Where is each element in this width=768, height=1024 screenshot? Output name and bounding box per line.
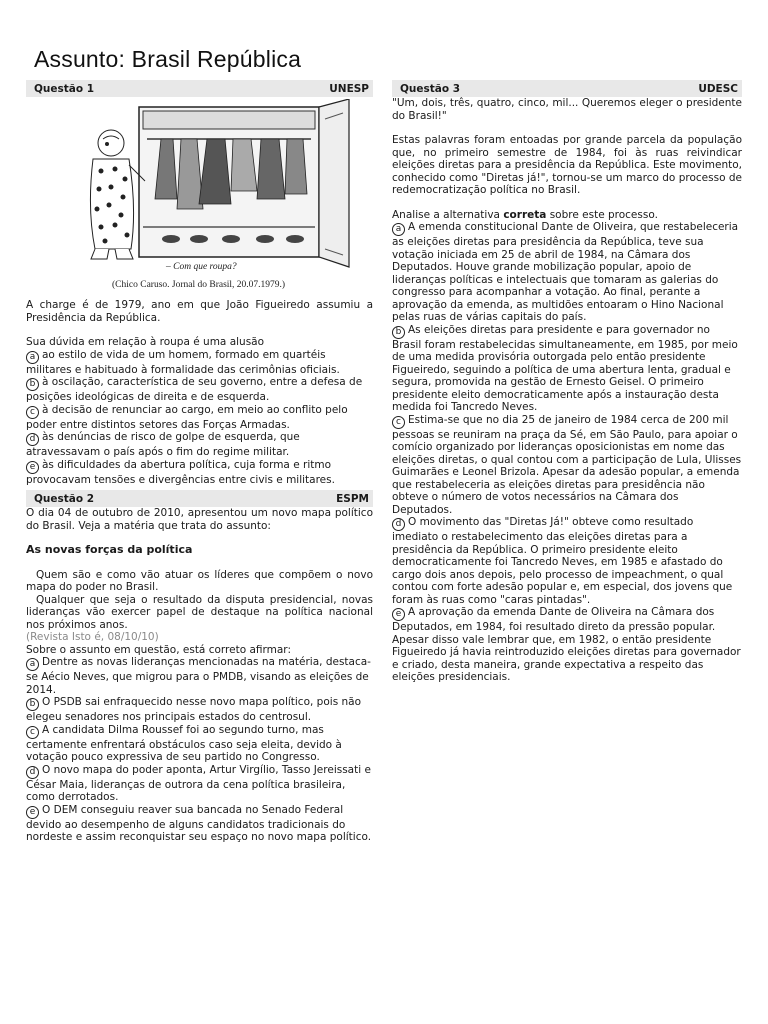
option-text: Dentre as novas lideranças mencionadas na matéria, destaca- se Aécio Neves, que migrou para o PMDB, visando as eleições de 2014. bbox=[26, 656, 371, 696]
question-1-header bbox=[26, 80, 373, 97]
option-letter: b bbox=[26, 378, 39, 391]
option-text: O movimento das "Diretas Já!" obteve como resultado imediato o restabelecimento das eleições diretas para a presidência da República. O primeiro presidente eleito democraticamente foi Tancredo Neves, em 1985 e afastado do cargo dois anos depois, pelo processo de impeachment, o qual contou com forte adesão popular e, em especial, dos jovens que foram às ruas como "caras pintadas". bbox=[392, 516, 733, 606]
question-2-source: ESPM bbox=[336, 492, 369, 505]
question-1-label: Questão 1 bbox=[34, 82, 95, 95]
option-text: Estima-se que no dia 25 de janeiro de 1984 cerca de 200 mil pessoas se reuniram na praça da Sé, em São Paulo, para apoiar o comício organizado por lideranças oposicionistas em nome das eleições diretas, o qual contou com a participação de Lula, Ulisses Guimarães e Leonel Brizola. Apesar da adesão popular, a emenda que restabeleceria as eleições diretas para presidência não obteve o número de votos necessários na Câmara dos Deputados. bbox=[392, 413, 742, 516]
option-item[interactable] bbox=[392, 324, 742, 414]
cartoon-figure bbox=[26, 99, 373, 299]
question-2-header bbox=[26, 490, 373, 507]
question-2-intro: O dia 04 de outubro de 2010, apresentou um novo mapa político do Brasil. Veja a matéria que trata do assunto: bbox=[26, 507, 373, 532]
question-3-context: Estas palavras foram entoadas por grande parcela da população que, no primeiro semestre de 1984, foi às ruas reivindicar eleições diretas para a presidência da República. Este movimento, conhecido como "Diretas já!", tornou-se um marco do processo de redemocratização política no Brasil. bbox=[392, 134, 742, 196]
question-3-quote: "Um, dois, três, quatro, cinco, mil... Queremos eleger o presidente do Brasil!" bbox=[392, 97, 742, 122]
question-3-label: Questão 3 bbox=[400, 82, 461, 95]
question-2-options bbox=[26, 656, 373, 844]
cartoon-credit: (Chico Caruso. Jornal do Brasil, 20.07.1979.) bbox=[112, 280, 286, 290]
option-letter: e bbox=[392, 608, 405, 621]
question-2-prompt: Sobre o assunto em questão, está correto afirmar: bbox=[26, 643, 291, 656]
option-text: As eleições diretas para presidente e para governador no Brasil foram restabelecidas simultaneamente, em 1985, por meio de uma medida provisória outorgada pelo então presidente Figueiredo, seguindo a política de uma abertura lenta, gradual e segura, promovida na gestão de Ernesto Geisel. O primeiro presidente eleito democraticamente após a instauração desta medida foi Tancredo Neves. bbox=[392, 323, 738, 413]
option-item[interactable] bbox=[26, 696, 373, 724]
question-1-options bbox=[26, 349, 373, 487]
article-source: (Revista Isto é, 08/10/10) bbox=[26, 631, 159, 643]
option-item[interactable] bbox=[26, 724, 373, 764]
option-item[interactable] bbox=[392, 221, 742, 324]
option-text: A candidata Dilma Roussef foi ao segundo turno, mas certamente enfrentará obstáculos caso seja eleita, devido à votação pouco expressiva de seu partido no Congresso. bbox=[26, 723, 342, 763]
option-item[interactable] bbox=[392, 414, 742, 517]
option-text: O DEM conseguiu reaver sua bancada no Senado Federal devido ao desempenho de alguns candidatos tradicionais do nordeste e assim reconquistar seu espaço no novo mapa político. bbox=[26, 803, 372, 843]
option-letter: e bbox=[26, 806, 39, 819]
option-item[interactable] bbox=[392, 516, 742, 606]
option-text: A emenda constitucional Dante de Oliveira, que restabeleceria as eleições diretas para presidência da República, teve sua votação iniciada em 25 de abril de 1984, na Câmara dos Deputados. Houve grande mobilização popular, apoio de lideranças políticas e intelectuais que tomaram as galerias do congresso para acompanhar a votação. Ao final, perante a aprovação da emenda, as multidões entoaram o Hino Nacional pelas ruas de várias capitais do país. bbox=[392, 221, 739, 323]
option-text: à oscilação, característica de seu governo, entre a defesa de posições ideológicas de direita e de esquerda. bbox=[26, 376, 363, 403]
question-2-label: Questão 2 bbox=[34, 492, 95, 505]
left-column bbox=[26, 80, 373, 844]
question-3-source: UDESC bbox=[698, 82, 738, 95]
question-3-options bbox=[392, 221, 742, 684]
option-letter: d bbox=[26, 766, 39, 779]
article-title: As novas forças da política bbox=[26, 543, 193, 556]
cartoon-image bbox=[81, 99, 356, 274]
option-letter: a bbox=[392, 223, 405, 236]
option-text: O novo mapa do poder aponta, Artur Virgílio, Tasso Jereissati e César Maia, lideranças de outrora da cena política brasileira, como derrotados. bbox=[26, 763, 371, 803]
option-item[interactable] bbox=[26, 349, 373, 377]
cartoon-caption: – Com que roupa? bbox=[166, 262, 237, 272]
question-3-header bbox=[392, 80, 742, 97]
question-1-intro: A charge é de 1979, ano em que João Figueiredo assumiu a Presidência da República. bbox=[26, 299, 373, 324]
option-text: às dificuldades da abertura política, cuja forma e ritmo provocavam tensões e divergências entre civis e militares. bbox=[26, 458, 335, 486]
right-column bbox=[392, 80, 742, 684]
option-letter: a bbox=[26, 658, 39, 671]
option-item[interactable] bbox=[26, 804, 373, 844]
option-letter: d bbox=[392, 518, 405, 531]
option-letter: b bbox=[392, 326, 405, 339]
option-item[interactable] bbox=[26, 404, 373, 432]
option-item[interactable] bbox=[392, 606, 742, 684]
option-letter: c bbox=[26, 726, 39, 739]
option-letter: c bbox=[392, 416, 405, 429]
question-3-prompt bbox=[392, 209, 742, 222]
option-letter: d bbox=[26, 433, 39, 446]
option-text: ao estilo de vida de um homem, formado em quartéis militares e habituado à formalidade das cerimônias oficiais. bbox=[26, 348, 340, 376]
option-item[interactable] bbox=[26, 376, 373, 404]
option-letter: b bbox=[26, 698, 39, 711]
question-1-prompt: Sua dúvida em relação à roupa é uma alusão bbox=[26, 336, 265, 348]
option-letter: a bbox=[26, 351, 39, 364]
prompt-emphasis: correta bbox=[503, 208, 547, 221]
option-letter: c bbox=[26, 406, 39, 419]
option-item[interactable] bbox=[26, 431, 373, 459]
prompt-text-before: Analise a alternativa bbox=[392, 208, 504, 221]
option-item[interactable] bbox=[26, 656, 373, 696]
option-text: A aprovação da emenda Dante de Oliveira na Câmara dos Deputados, em 1984, foi resultado direto da pressão popular. Apesar disso vale lembrar que, em 1982, o então presidente Figueiredo já havia reintroduzido eleições diretas para governador e criado, desta maneira, grande expectativa a respeito das eleições presidenciais. bbox=[392, 606, 741, 683]
option-item[interactable] bbox=[26, 459, 373, 487]
option-text: O PSDB sai enfraquecido nesse novo mapa político, pois não elegeu senadores nos principais estados do centrosul. bbox=[26, 696, 362, 723]
article-paragraph-2: Qualquer que seja o resultado da disputa presidencial, novas lideranças vão exercer papel de destaque na política nacional nos próximos anos. bbox=[26, 593, 373, 631]
question-1-source: UNESP bbox=[329, 82, 369, 95]
article-paragraph-1: Quem são e como vão atuar os líderes que compõem o novo mapa do poder no Brasil. bbox=[26, 568, 373, 593]
page-title: Assunto: Brasil República bbox=[34, 46, 302, 72]
option-text: à decisão de renunciar ao cargo, em meio ao conflito pelo poder entre distintos setores das Forças Armadas. bbox=[26, 403, 348, 431]
option-text: às denúncias de risco de golpe de esquerda, que atravessavam o país após o fim do regime militar. bbox=[26, 431, 300, 458]
option-item[interactable] bbox=[26, 764, 373, 804]
option-letter: e bbox=[26, 461, 39, 474]
prompt-text-after: sobre este processo. bbox=[546, 208, 658, 221]
